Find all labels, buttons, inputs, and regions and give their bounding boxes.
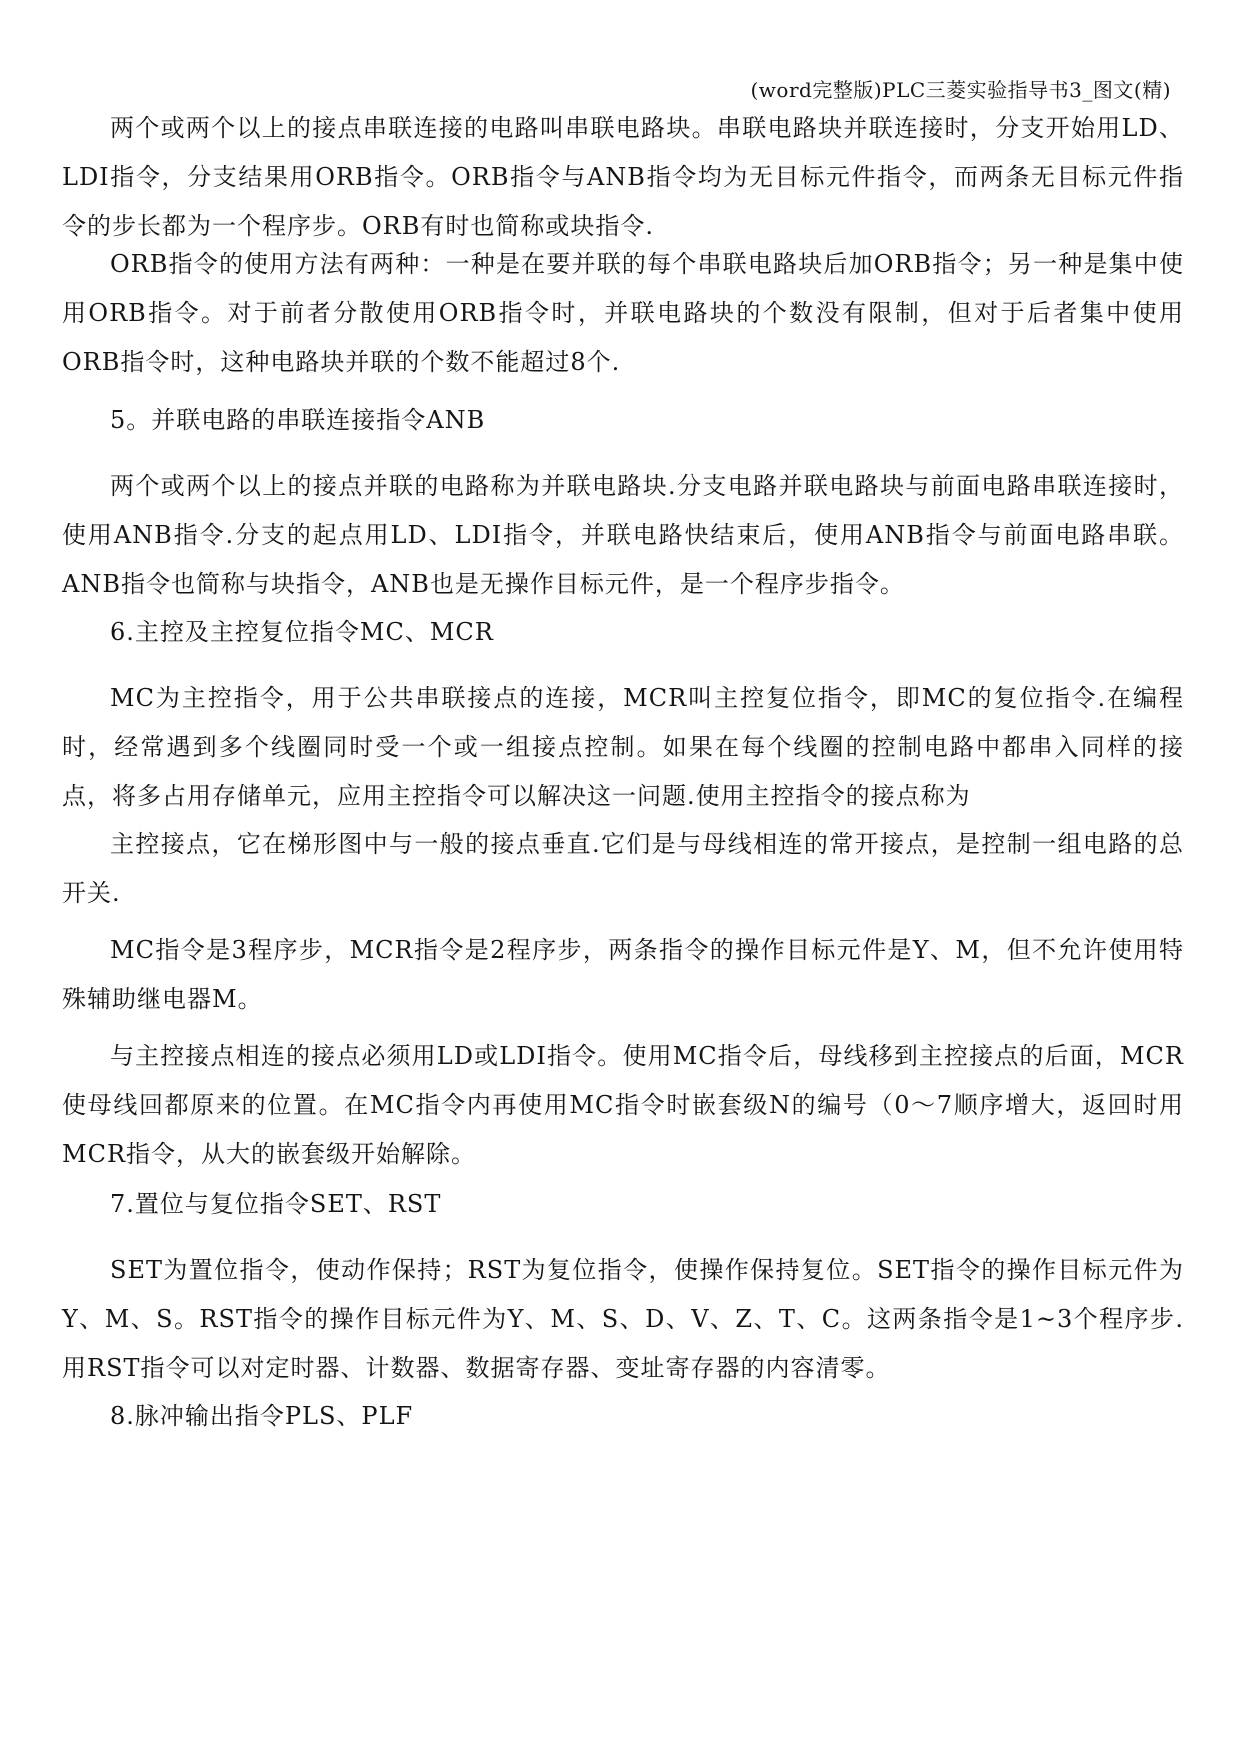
paragraph-master-contact: 主控接点，它在梯形图中与一般的接点垂直.它们是与母线相连的常开接点，是控制一组电路的总开关. (62, 830, 1184, 907)
section-heading-pls-plf: 8.脉冲输出指令PLS、PLF (110, 1402, 414, 1430)
page-header-title: (word完整版)PLC三菱实验指导书3_图文(精) (750, 78, 1171, 102)
paragraph-mc-nesting: 与主控接点相连的接点必须用LD或LDI指令。使用MC指令后，母线移到主控接点的后面，MCR使母线回都原来的位置。在MC指令内再使用MC指令时嵌套级N的编号（0～7顺序增大，返回时用MCR指令，从大的嵌套级开始解除。 (62, 1042, 1184, 1168)
paragraph-mc-steps: MC指令是3程序步，MCR指令是2程序步，两条指令的操作目标元件是Y、M，但不允许使用特殊辅助继电器M。 (62, 936, 1184, 1013)
paragraph-orb-intro: 两个或两个以上的接点串联连接的电路叫串联电路块。串联电路块并联连接时，分支开始用LD、LDI指令，分支结果用ORB指令。ORB指令与ANB指令均为无目标元件指令，而两条无目标元件指令的步长都为一个程序步。ORB有时也简称或块指令. (62, 114, 1184, 240)
paragraph-orb-usage: ORB指令的使用方法有两种：一种是在要并联的每个串联电路块后加ORB指令；另一种是集中使用ORB指令。对于前者分散使用ORB指令时，并联电路块的个数没有限制，但对于后者集中使用ORB指令时，这种电路块并联的个数不能超过8个. (62, 250, 1184, 376)
paragraph-anb: 两个或两个以上的接点并联的电路称为并联电路块.分支电路并联电路块与前面电路串联连接时，使用ANB指令.分支的起点用LD、LDI指令，并联电路快结束后，使用ANB指令与前面电路串联。ANB指令也简称与块指令，ANB也是无操作目标元件，是一个程序步指令。 (62, 472, 1184, 598)
paragraph-set-rst: SET为置位指令，使动作保持；RST为复位指令，使操作保持复位。SET指令的操作目标元件为Y、M、S。RST指令的操作目标元件为Y、M、S、D、V、Z、T、C。这两条指令是1~3个程序步.用RST指令可以对定时器、计数器、数据寄存器、变址寄存器的内容清零。 (62, 1256, 1184, 1382)
paragraph-mc-intro: MC为主控指令，用于公共串联接点的连接，MCR叫主控复位指令，即MC的复位指令.在编程时，经常遇到多个线圈同时受一个或一组接点控制。如果在每个线圈的控制电路中都串入同样的接点，将多占用存储单元，应用主控指令可以解决这一问题.使用主控指令的接点称为 (62, 684, 1184, 810)
section-heading-mc-mcr: 6.主控及主控复位指令MC、MCR (110, 618, 494, 646)
section-heading-set-rst: 7.置位与复位指令SET、RST (110, 1190, 442, 1218)
section-heading-anb: 5。并联电路的串联连接指令ANB (110, 406, 486, 434)
